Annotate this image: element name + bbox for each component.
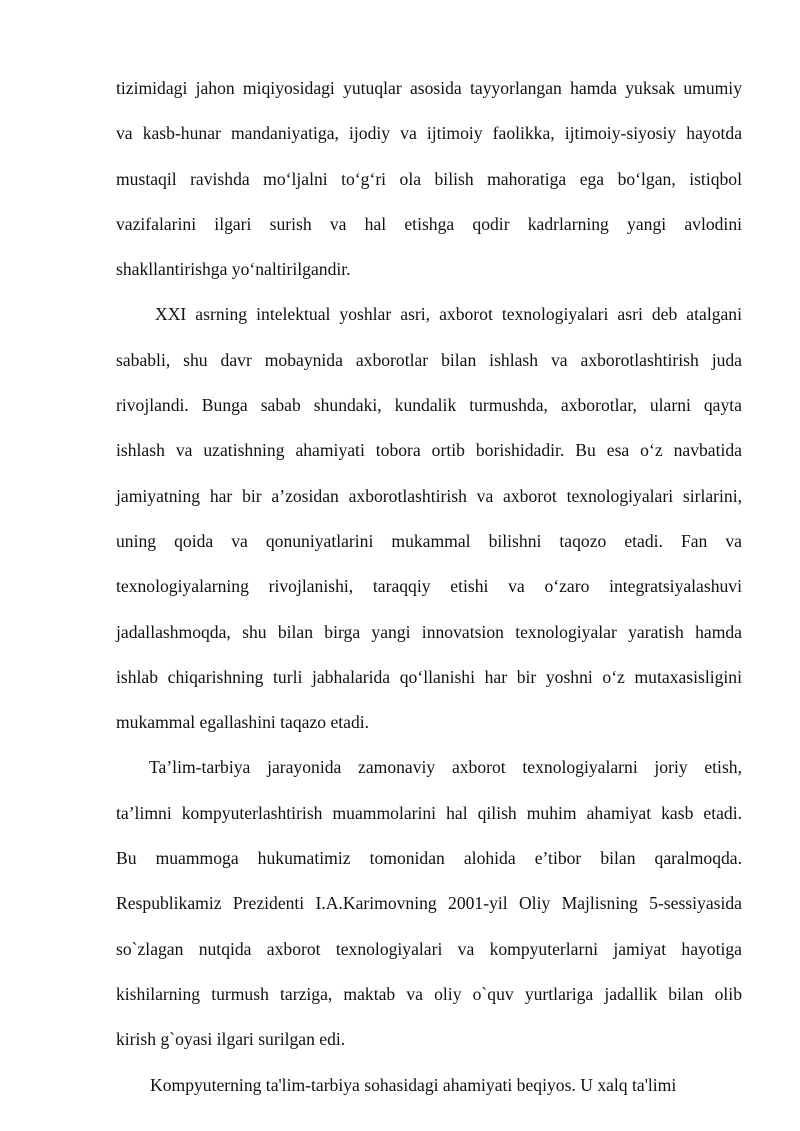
text-line: uning qoida va qonuniyatlarini mukammal bilishni taqozo etadi. Fan va — [116, 530, 742, 551]
text-line: Kompyuterning ta'lim-tarbiya sohasidagi ahamiyati beqiyos. U xalq ta'limi — [150, 1074, 677, 1095]
text-line: texnologiyalarning rivojlanishi, taraqqiy etishi va o‘zaro integratsiyalashuvi — [116, 576, 742, 597]
paragraph-3 — [116, 745, 742, 1062]
text-line: Bu muammoga hukumatimiz tomonidan alohida e’tibor bilan qaralmoqda. — [116, 848, 742, 869]
text-line: Respublikamiz Prezidenti I.A.Karimovning 2001-yil Oliy Majlisning 5-sessiyasida — [116, 893, 742, 914]
paragraph-4 — [116, 1063, 742, 1108]
text-line: jadallashmoqda, shu bilan birga yangi innovatsion texnologiyalar yaratish hamda — [116, 621, 742, 642]
text-line: sababli, shu davr mobaynida axborotlar bilan ishlash va axborotlashtirish juda — [116, 349, 742, 370]
paragraph-1 — [116, 66, 742, 292]
text-line: ta’limni kompyuterlashtirish muammolarini hal qilish muhim ahamiyat kasb etadi. — [116, 802, 742, 823]
text-line: rivojlandi. Bunga sabab shundaki, kundalik turmushda, axborotlar, ularni qayta — [116, 395, 742, 416]
text-line: shakllantirishga yo‘naltirilgandir. — [116, 259, 351, 280]
text-line: XXI asrning intelektual yoshlar asri, axborot texnologiyalari asri deb atalgani — [155, 304, 742, 325]
document-page — [116, 66, 742, 1108]
text-line: jamiyatning har bir a’zosidan axborotlashtirish va axborot texnologiyalari sirlarini, — [116, 485, 742, 506]
paragraph-2 — [116, 292, 742, 745]
text-line: kishilarning turmush tarziga, maktab va oliy o`quv yurtlariga jadallik bilan olib — [116, 983, 742, 1004]
text-line: mustaqil ravishda mo‘ljalni to‘g‘ri ola bilish mahoratiga ega bo‘lgan, istiqbol — [116, 168, 742, 189]
text-line: ishlab chiqarishning turli jabhalarida qo‘llanishi har bir yoshni o‘z mutaxasisligini — [116, 666, 742, 687]
text-line: va kasb-hunar mandaniyatiga, ijodiy va ijtimoiy faolikka, ijtimoiy-siyosiy hayotda — [116, 123, 742, 144]
text-line: Ta’lim-tarbiya jarayonida zamonaviy axborot texnologiyalarni joriy etish, — [149, 757, 742, 778]
text-line: kirish g`oyasi ilgari surilgan edi. — [116, 1029, 346, 1050]
text-line: vazifalarini ilgari surish va hal etishga qodir kadrlarning yangi avlodini — [116, 213, 742, 234]
text-line: mukammal egallashini taqazo etadi. — [116, 712, 370, 733]
text-line: tizimidagi jahon miqiyosidagi yutuqlar asosida tayyorlangan hamda yuksak umumiy — [116, 78, 742, 98]
text-line: ishlash va uzatishning ahamiyati tobora ortib borishidadir. Bu esa o‘z navbatida — [116, 440, 742, 461]
text-line: so`zlagan nutqida axborot texnologiyalari va kompyuterlarni jamiyat hayotiga — [116, 938, 742, 959]
